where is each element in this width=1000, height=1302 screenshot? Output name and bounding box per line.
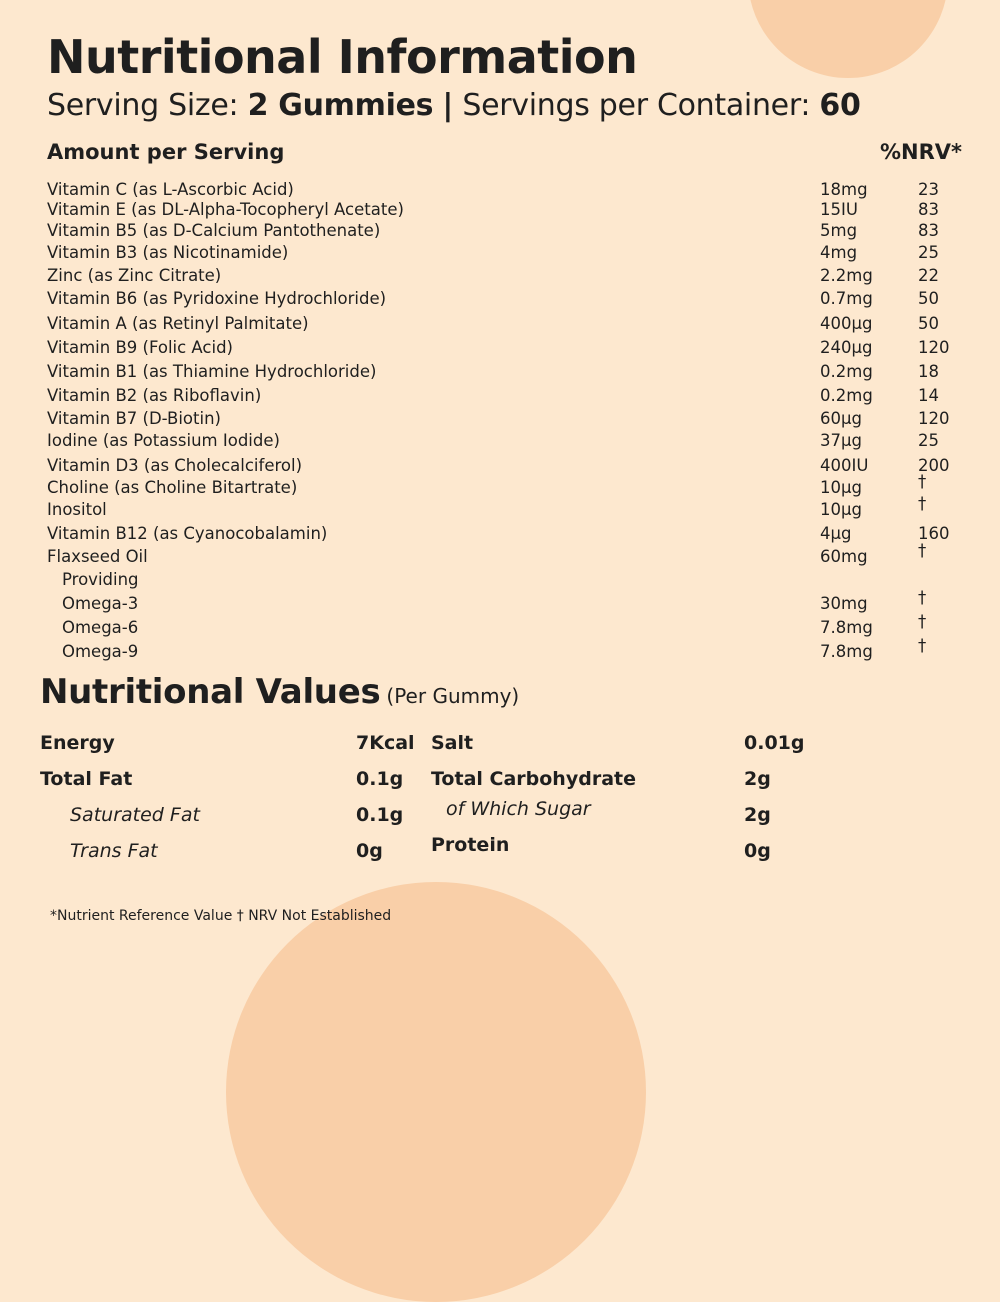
nutrient-row bbox=[0, 472, 1000, 500]
salt-label: Salt bbox=[431, 732, 474, 754]
nutrient-name: Omega-9 bbox=[62, 642, 139, 661]
nutrient-name: Vitamin B12 (as Cyanocobalamin) bbox=[47, 524, 328, 543]
nutrient-nrv: 83 bbox=[918, 200, 939, 219]
nutrient-name: Vitamin B3 (as Nicotinamide) bbox=[47, 243, 289, 262]
of-which-sugar-value: 2g bbox=[744, 804, 771, 826]
nutrient-row bbox=[0, 180, 1000, 202]
saturated-fat-value: 0.1g bbox=[356, 804, 404, 826]
nrv-header: %NRV* bbox=[880, 140, 963, 164]
nutrient-amount: 60µg bbox=[820, 409, 862, 428]
nutrient-nrv: † bbox=[918, 588, 927, 607]
nutrient-name: Vitamin B9 (Folic Acid) bbox=[47, 338, 233, 357]
nutrient-nrv: 23 bbox=[918, 180, 939, 199]
nutrient-nrv: † bbox=[918, 612, 927, 631]
nutrient-row bbox=[0, 314, 1000, 336]
nutrient-name: Providing bbox=[62, 570, 139, 589]
nutrient-nrv: † bbox=[918, 472, 927, 491]
serving-separator: | bbox=[442, 88, 454, 123]
nutrient-nrv: 25 bbox=[918, 243, 939, 262]
servings-per-container-value: 60 bbox=[819, 88, 861, 123]
nutrient-amount: 30mg bbox=[820, 594, 868, 613]
nutrient-name: Omega-6 bbox=[62, 618, 139, 637]
nutrient-nrv: 25 bbox=[918, 431, 939, 450]
nutrient-nrv: 14 bbox=[918, 386, 939, 405]
nutritional-values-heading: Nutritional Values bbox=[40, 672, 381, 712]
nutrient-name: Vitamin A (as Retinyl Palmitate) bbox=[47, 314, 309, 333]
salt-value: 0.01g bbox=[744, 732, 805, 754]
nutrient-amount: 4mg bbox=[820, 243, 858, 262]
nutrient-amount: 240µg bbox=[820, 338, 873, 357]
nutrient-row bbox=[0, 362, 1000, 384]
nutrient-name: Flaxseed Oil bbox=[47, 547, 148, 566]
protein-label: Protein bbox=[431, 834, 510, 856]
nutritional-values-title bbox=[40, 672, 519, 712]
nutrient-name: Vitamin C (as L-Ascorbic Acid) bbox=[47, 180, 294, 199]
nutrient-amount: 2.2mg bbox=[820, 266, 873, 285]
nutrient-amount: 400µg bbox=[820, 314, 873, 333]
nutrient-amount: 0.2mg bbox=[820, 362, 873, 381]
nutrient-row bbox=[0, 289, 1000, 311]
per-gummy-note: (Per Gummy) bbox=[386, 684, 520, 708]
total-fat-value: 0.1g bbox=[356, 768, 404, 790]
nutrient-row bbox=[0, 386, 1000, 408]
nutrient-row bbox=[0, 338, 1000, 360]
nutrient-nrv: 83 bbox=[918, 221, 939, 240]
nutrient-row bbox=[0, 612, 1000, 640]
footnote: *Nutrient Reference Value † NRV Not Established bbox=[50, 908, 392, 924]
nutrient-row bbox=[0, 243, 1000, 265]
nutrient-amount: 18mg bbox=[820, 180, 868, 199]
nutrient-name: Vitamin B6 (as Pyridoxine Hydrochloride) bbox=[47, 289, 387, 308]
trans-fat-value: 0g bbox=[356, 840, 383, 862]
nutrient-name: Iodine (as Potassium Iodide) bbox=[47, 431, 280, 450]
nutrient-row bbox=[0, 524, 1000, 546]
nutrient-name: Vitamin B2 (as Riboflavin) bbox=[47, 386, 262, 405]
nutrient-name: Vitamin B5 (as D-Calcium Pantothenate) bbox=[47, 221, 381, 240]
nutrient-nrv: 160 bbox=[918, 524, 950, 543]
nutrient-nrv: 120 bbox=[918, 409, 950, 428]
nutrient-row bbox=[0, 456, 1000, 478]
nutrient-nrv: 50 bbox=[918, 314, 939, 333]
nutrient-row bbox=[0, 570, 1000, 592]
nutrient-row bbox=[0, 221, 1000, 243]
energy-value: 7Kcal bbox=[356, 732, 415, 754]
nutrient-row bbox=[0, 541, 1000, 569]
nutrient-amount: 10µg bbox=[820, 478, 862, 497]
servings-per-container-label: Servings per Container: bbox=[462, 88, 811, 123]
nutrient-nrv: † bbox=[918, 541, 927, 560]
serving-info bbox=[47, 88, 861, 123]
serving-size-label: Serving Size: bbox=[47, 88, 239, 123]
nutrient-amount: 15IU bbox=[820, 200, 858, 219]
nutrient-row bbox=[0, 431, 1000, 453]
nutrient-row bbox=[0, 200, 1000, 222]
nutrient-amount: 60mg bbox=[820, 547, 868, 566]
nutrient-amount: 0.7mg bbox=[820, 289, 873, 308]
nutrient-amount: 5mg bbox=[820, 221, 858, 240]
nutrient-amount: 7.8mg bbox=[820, 618, 873, 637]
nutrient-nrv: † bbox=[918, 636, 927, 655]
nutrient-name: Zinc (as Zinc Citrate) bbox=[47, 266, 222, 285]
nutrient-name: Omega-3 bbox=[62, 594, 139, 613]
saturated-fat-label: Saturated Fat bbox=[70, 804, 200, 826]
nutrient-row bbox=[0, 266, 1000, 288]
total-carbohydrate-value: 2g bbox=[744, 768, 771, 790]
decorative-circle-bottom bbox=[226, 882, 646, 1302]
of-which-sugar-label: of Which Sugar bbox=[446, 798, 591, 820]
nutrient-amount: 4µg bbox=[820, 524, 852, 543]
nutrient-amount: 10µg bbox=[820, 500, 862, 519]
nutrient-amount: 400IU bbox=[820, 456, 869, 475]
page-title: Nutritional Information bbox=[47, 30, 638, 84]
nutrient-name: Vitamin B7 (D-Biotin) bbox=[47, 409, 221, 428]
nutrient-name: Inositol bbox=[47, 500, 107, 519]
total-carbohydrate-label: Total Carbohydrate bbox=[431, 768, 636, 790]
nutrient-row bbox=[0, 409, 1000, 431]
serving-size-value: 2 Gummies bbox=[247, 88, 434, 123]
nutrient-nrv: 120 bbox=[918, 338, 950, 357]
nutrient-name: Vitamin B1 (as Thiamine Hydrochloride) bbox=[47, 362, 377, 381]
nutrient-row bbox=[0, 494, 1000, 522]
nutrient-amount: 7.8mg bbox=[820, 642, 873, 661]
total-fat-label: Total Fat bbox=[40, 768, 133, 790]
nutrient-row bbox=[0, 588, 1000, 616]
nutrient-row bbox=[0, 636, 1000, 664]
protein-value: 0g bbox=[744, 840, 771, 862]
trans-fat-label: Trans Fat bbox=[70, 840, 158, 862]
nutrient-nrv: 18 bbox=[918, 362, 939, 381]
nutrient-nrv: 200 bbox=[918, 456, 950, 475]
nutrient-nrv: 50 bbox=[918, 289, 939, 308]
nutrient-nrv: † bbox=[918, 494, 927, 513]
decorative-circle-top bbox=[748, 0, 948, 78]
nutrient-name: Choline (as Choline Bitartrate) bbox=[47, 478, 298, 497]
amount-per-serving-header: Amount per Serving bbox=[47, 140, 285, 164]
nutrient-amount: 37µg bbox=[820, 431, 862, 450]
energy-label: Energy bbox=[40, 732, 115, 754]
nutrient-name: Vitamin D3 (as Cholecalciferol) bbox=[47, 456, 303, 475]
nutrient-name: Vitamin E (as DL-Alpha-Tocopheryl Acetate) bbox=[47, 200, 404, 219]
nutrient-amount: 0.2mg bbox=[820, 386, 873, 405]
nutrient-nrv: 22 bbox=[918, 266, 939, 285]
